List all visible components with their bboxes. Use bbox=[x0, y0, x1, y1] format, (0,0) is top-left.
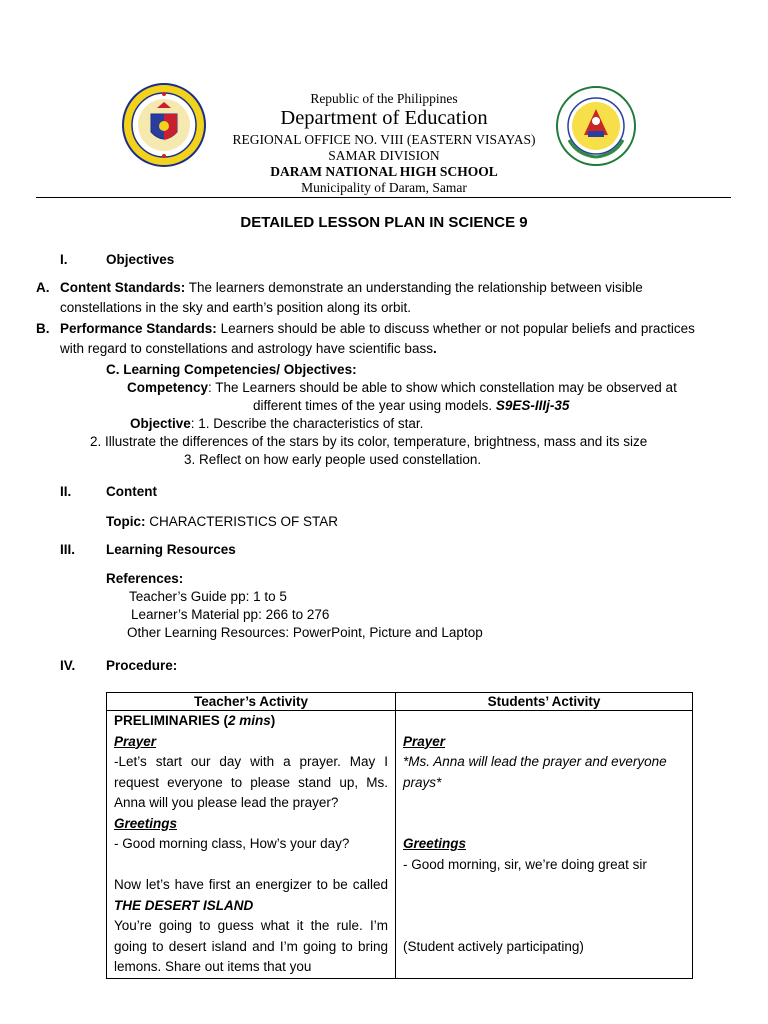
learners-material-ref: Learner’s Material pp: 266 to 276 bbox=[131, 607, 330, 622]
energizer-rule: You’re going to guess what it the rule. I’m going to desert island and I’m going to bring lemons. Share out items that you bbox=[114, 918, 388, 974]
references-label: References: bbox=[106, 571, 184, 586]
performance-standards-letter: B. bbox=[36, 321, 50, 336]
regional-office: REGIONAL OFFICE NO. VIII (EASTERN VISAYAS) bbox=[232, 132, 536, 147]
topic-line: Topic: CHARACTERISTICS OF STAR bbox=[106, 514, 339, 529]
objective-3: 3. Reflect on how early people used constellation. bbox=[184, 452, 482, 467]
students-activity-header: Students’ Activity bbox=[396, 693, 693, 711]
school-name: DARAM NATIONAL HIGH SCHOOL bbox=[270, 164, 498, 179]
objectives-heading: Objectives bbox=[106, 252, 175, 267]
objective-2: 2. Illustrate the differences of the stars by its color, temperature, brightness, mass and its size bbox=[90, 434, 648, 449]
prayer-heading-teacher: Prayer bbox=[114, 733, 157, 749]
section-number-2: II. bbox=[60, 484, 72, 499]
other-resources-ref: Other Learning Resources: PowerPoint, Picture and Laptop bbox=[127, 625, 483, 640]
performance-standards-line2: with regard to constellations and astrology have scientific bass. bbox=[60, 341, 437, 356]
greetings-heading-teacher: Greetings bbox=[114, 815, 178, 831]
republic-line: Republic of the Philippines bbox=[310, 91, 458, 106]
competency-line2: different times of the year using models. S9ES-IIIj-35 bbox=[253, 398, 570, 413]
page-title: DETAILED LESSON PLAN IN SCIENCE 9 bbox=[240, 214, 528, 231]
objective-1: Objective: 1. Describe the characteristics of star. bbox=[130, 416, 424, 431]
header-divider bbox=[36, 197, 731, 198]
learning-competencies-heading: C. Learning Competencies/ Objectives: bbox=[106, 362, 357, 377]
section-number-1: I. bbox=[60, 252, 68, 267]
section-number-4: IV. bbox=[60, 658, 76, 673]
participating-text: (Student actively participating) bbox=[403, 938, 584, 954]
students-activity-cell bbox=[396, 711, 693, 979]
content-standards-line1: Content Standards: The learners demonstrate an understanding the relationship between visible bbox=[60, 280, 643, 295]
greetings-student-text: - Good morning, sir, we’re doing great sir bbox=[403, 856, 647, 872]
municipality-line: Municipality of Daram, Samar bbox=[301, 180, 467, 195]
competency-line1: Competency: The Learners should be able to show which constellation may be observed at bbox=[127, 380, 677, 395]
content-standards-line2: constellations in the sky and earth’s position along its orbit. bbox=[60, 300, 411, 315]
teacher-activity-cell bbox=[107, 711, 396, 979]
prayer-heading-student: Prayer bbox=[403, 733, 446, 749]
teacher-activity-header: Teacher’s Activity bbox=[107, 693, 396, 711]
energizer-intro: Now let’s have first an energizer to be called THE DESERT ISLAND bbox=[114, 877, 388, 913]
competency-code: S9ES-IIIj-35 bbox=[495, 398, 570, 413]
section-number-3: III. bbox=[60, 542, 76, 557]
division-name: SAMAR DIVISION bbox=[328, 148, 440, 163]
preliminaries-label: PRELIMINARIES (2 mins) bbox=[114, 713, 276, 728]
procedure-heading: Procedure: bbox=[106, 658, 178, 673]
content-heading: Content bbox=[106, 484, 157, 499]
prayer-student-text: *Ms. Anna will lead the prayer and everyone prays* bbox=[403, 754, 667, 790]
teachers-guide-ref: Teacher’s Guide pp: 1 to 5 bbox=[129, 589, 287, 604]
learning-resources-heading: Learning Resources bbox=[106, 542, 236, 557]
greetings-heading-student: Greetings bbox=[403, 836, 467, 851]
performance-standards-line1: Performance Standards: Learners should be able to discuss whether or not popular beliefs and practices bbox=[60, 321, 695, 336]
prayer-teacher-text: -Let’s start our day with a prayer. May I request everyone to please stand up, Ms. Anna will you please lead the prayer? bbox=[114, 754, 388, 810]
department-title: Department of Education bbox=[280, 107, 488, 129]
procedure-table bbox=[106, 692, 693, 979]
greetings-teacher-text: - Good morning class, How’s your day? bbox=[114, 836, 350, 851]
content-standards-letter: A. bbox=[36, 280, 50, 295]
